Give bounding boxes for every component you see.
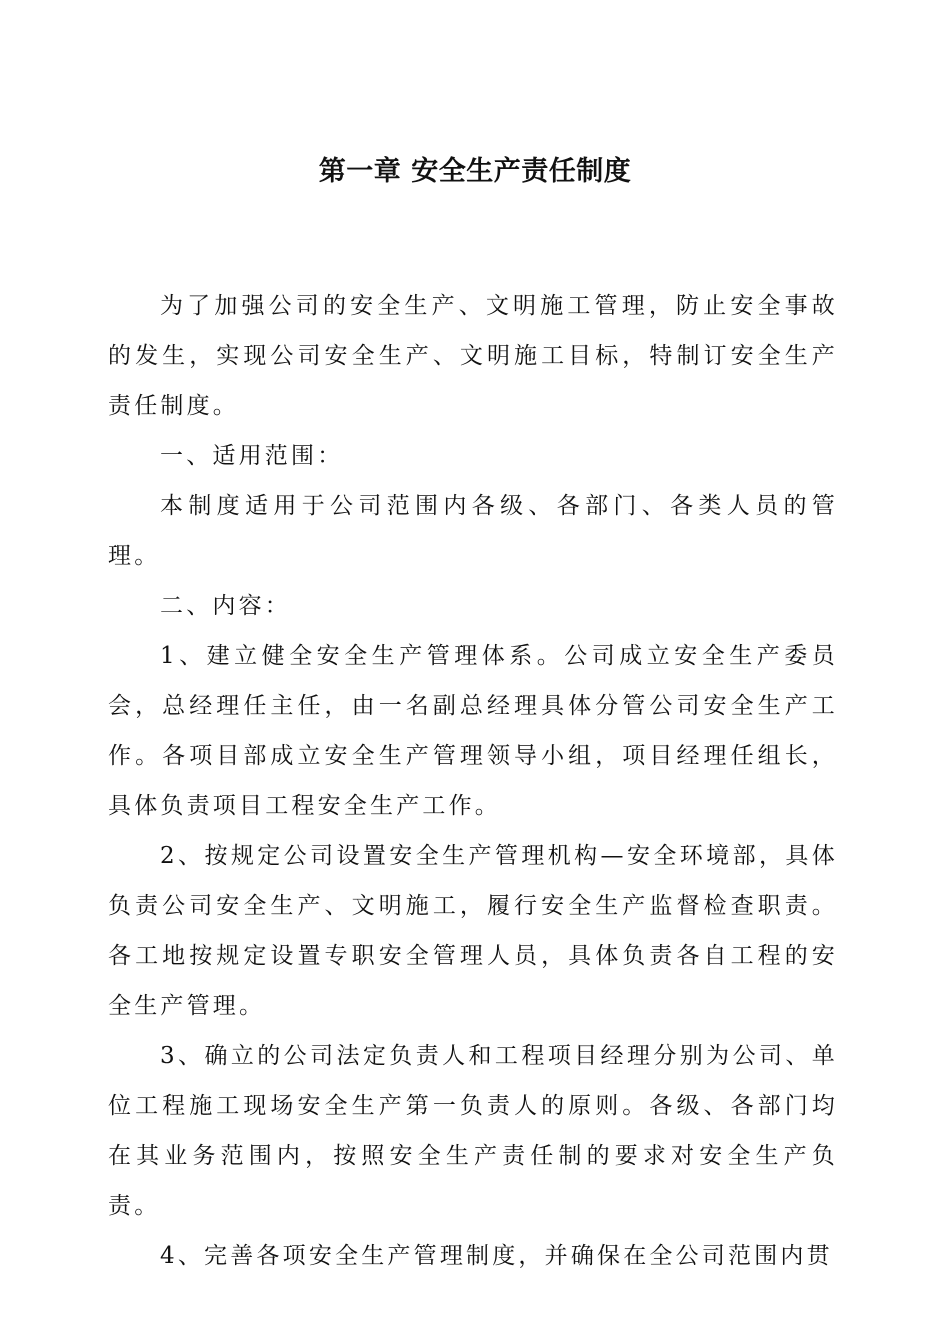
scope-paragraph: 本制度适用于公司范围内各级、各部门、各类人员的管理。 [108, 493, 838, 569]
document-body [108, 281, 838, 1281]
chapter-title: 第一章 安全生产责任制度 [318, 156, 632, 187]
content-item-1: 1、建立健全安全生产管理体系。公司成立安全生产委员会，总经理任主任，由一名副总经理具体分管公司安全生产工作。各项目部成立安全生产管理领导小组，项目经理任组长，具体负责项目工程安全生产工作。 [108, 643, 838, 819]
intro-paragraph: 为了加强公司的安全生产、文明施工管理，防止安全事故的发生，实现公司安全生产、文明施工目标，特制订安全生产责任制度。 [108, 293, 838, 419]
section-heading-scope: 一、适用范围： [160, 443, 344, 469]
section-heading-content: 二、内容： [160, 593, 291, 619]
content-item-3: 3、确立的公司法定负责人和工程项目经理分别为公司、单位工程施工现场安全生产第一负责人的原则。各级、各部门均在其业务范围内，按照安全生产责任制的要求对安全生产负责。 [108, 1043, 838, 1219]
content-item-4: 4、完善各项安全生产管理制度，并确保在全公司范围内贯 [160, 1243, 833, 1269]
content-item-2: 2、按规定公司设置安全生产管理机构—安全环境部，具体负责公司安全生产、文明施工，履行安全生产监督检查职责。各工地按规定设置专职安全管理人员，具体负责各自工程的安全生产管理。 [108, 843, 838, 1019]
